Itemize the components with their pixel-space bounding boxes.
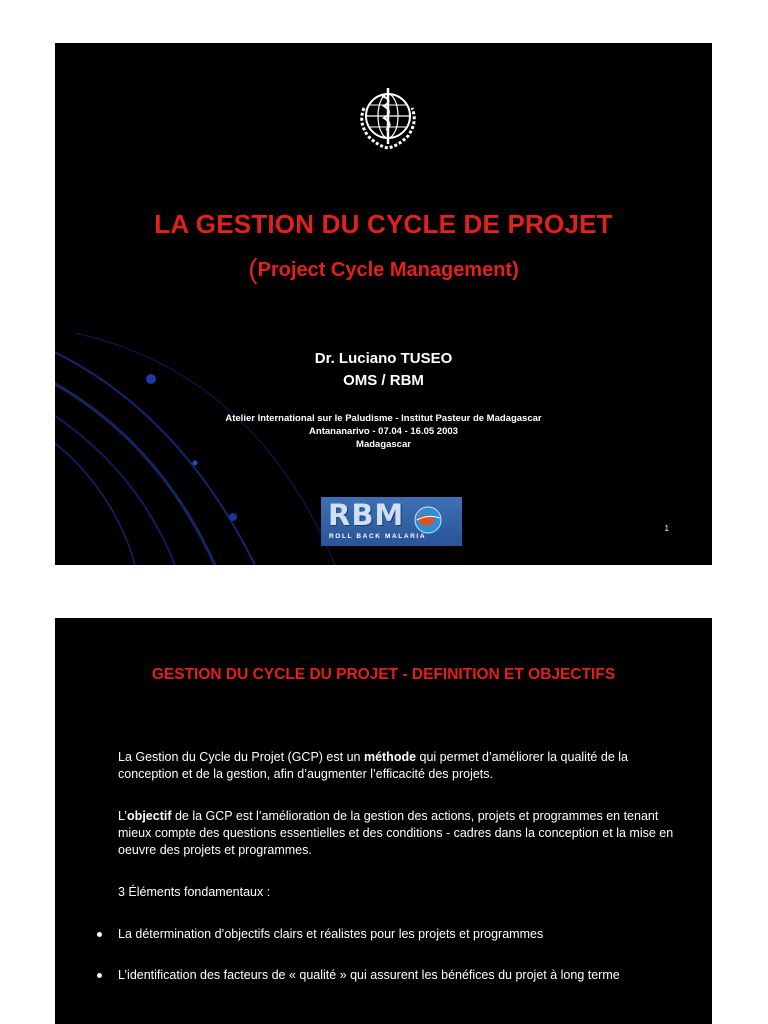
slide-title: LA GESTION DU CYCLE DE PROJET	[154, 209, 613, 239]
rbm-logo	[321, 497, 462, 546]
page-number: 1	[664, 524, 669, 533]
event-line-3: Madagascar	[356, 439, 411, 450]
paragraph-definition	[118, 749, 678, 783]
slide-title: GESTION DU CYCLE DU PROJET - DEFINITION ET OBJECTIFS	[151, 666, 616, 683]
event-line-2: Antananarivo - 07.04 - 16.05 2003	[309, 426, 458, 437]
subtitle-paren: (	[248, 253, 258, 284]
definition-slide	[55, 618, 712, 1024]
subtitle-text: Project Cycle Management)	[257, 259, 519, 281]
globe-icon	[413, 505, 443, 535]
event-info	[55, 412, 712, 451]
organization: OMS / RBM	[343, 372, 424, 389]
list-item	[118, 967, 678, 984]
list-item	[118, 926, 678, 943]
bullet-icon	[97, 973, 102, 978]
author-name: Dr. Luciano TUSEO	[314, 350, 453, 367]
list-item-text: L’identification des facteurs de « qualité » qui assurent les bénéfices du projet à long terme	[118, 968, 620, 982]
who-emblem-icon	[350, 78, 426, 154]
emphasis-text: objectif	[127, 809, 172, 823]
text-fragment: de la GCP est l’amélioration de la gestion des actions, projets et programmes en tenant mieux compte des questions essentielles et des conditions - cadres dans la conception et la mise en oeuvre des projets et programmes.	[118, 809, 674, 857]
emphasis-text: méthode	[363, 750, 417, 764]
logo-letters: RBM	[328, 498, 405, 532]
text-fragment: L’	[118, 809, 128, 823]
event-line-1: Atelier International sur le Paludisme - Institut Pasteur de Madagascar	[225, 413, 542, 424]
logo-tagline: ROLL BACK MALARIA	[329, 533, 427, 540]
paragraph-elements: 3 Éléments fondamentaux :	[118, 885, 271, 899]
slide-subtitle	[55, 253, 712, 285]
bullet-icon	[97, 932, 102, 937]
text-fragment: qui permet d’améliorer la qualité de la conception et de la gestion, afin d’augmenter l’efficacité des projets.	[118, 750, 628, 781]
paragraph-objective	[118, 808, 678, 859]
text-fragment: La Gestion du Cycle du Projet (GCP) est un	[118, 750, 364, 764]
list-item-text: La détermination d’objectifs clairs et réalistes pour les projets et programmes	[118, 927, 544, 941]
title-slide	[55, 43, 712, 565]
